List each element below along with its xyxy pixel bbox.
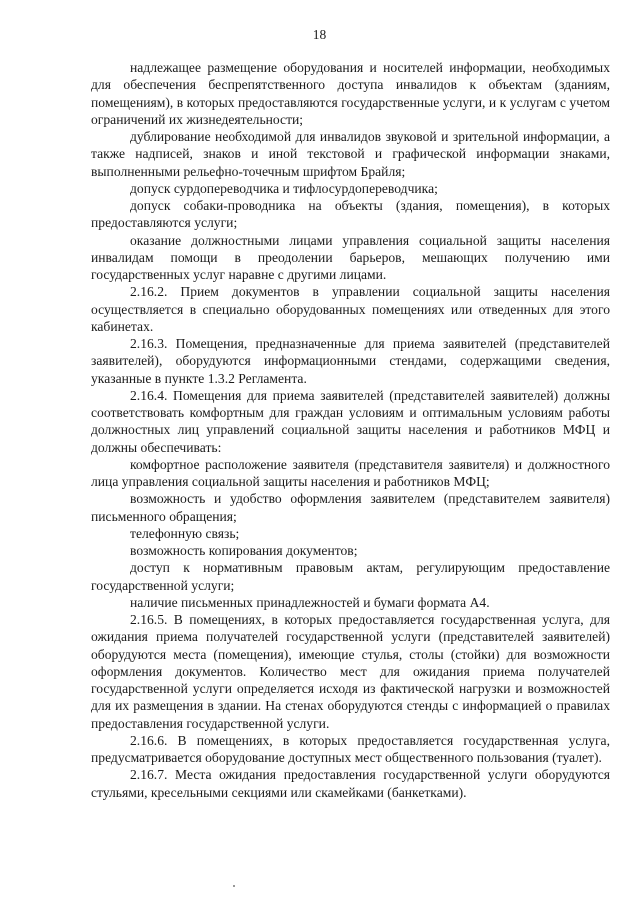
paragraph-stationery: наличие письменных принадлежностей и бумаги формата А4.	[130, 594, 490, 610]
paragraph-copying: возможность копирования документов;	[130, 543, 358, 558]
paragraph-comfortable-placement: комфортное расположение заявителя (представителя заявителя) и должностного лица управления социальной защиты населения и работников МФЦ;	[91, 456, 610, 489]
paragraph-legal-acts-access: доступ к нормативным правовым актам, регулирующим предоставление государственной услуги;	[91, 560, 610, 593]
document-body	[91, 59, 610, 801]
paragraph-2-16-5: 2.16.5. В помещениях, в которых предоставляется государственная услуга, для ожидания приема получателей государственной услуги (представителей заявителей) оборудуются места (помещения), имеющие стулья, столы (стойки) для возможности оформления документов. Количество мест для ожидания приема получателей государственной услуги определяется исходя из фактической нагрузки и возможностей для их размещения в здании. На стенах оборудуются стенды с информацией о правилах предоставления государственной услуги.	[91, 612, 610, 731]
paragraph-equipment-placement: надлежащее размещение оборудования и носителей информации, необходимых для обеспечения беспрепятственного доступа инвалидов к объектам (зданиям, помещениям), в которых предоставляются государственные услуги, и к услугам с учетом ограничений их жизнедеятельности;	[91, 60, 610, 127]
paragraph-2-16-3: 2.16.3. Помещения, предназначенные для приема заявителей (представителей заявителей), оборудуются информационными стендами, содержащими сведения, указанные в пункте 1.3.2 Регламента.	[91, 336, 610, 386]
paragraph-telephone: телефонную связь;	[130, 525, 240, 541]
paragraph-sign-interpreter: допуск сурдопереводчика и тифлосурдопереводчика;	[130, 180, 438, 196]
paragraph-written-request: возможность и удобство оформления заявителем (представителем заявителя) письменного обращения;	[91, 491, 610, 524]
paragraph-2-16-4: 2.16.4. Помещения для приема заявителей (представителей заявителей) должны соответствовать комфортным для граждан условиям и оптимальным условиям работы должностных лиц управлений социальной защиты населения и работников МФЦ и должны обеспечивать:	[91, 387, 610, 455]
paragraph-2-16-6: 2.16.6. В помещениях, в которых предоставляется государственная услуга, предусматривается оборудование доступных мест общественного пользования (туалет).	[91, 732, 610, 765]
paragraph-2-16-2: 2.16.2. Прием документов в управлении социальной защиты населения осуществляется в специально оборудованных помещениях или отведенных для этого кабинетах.	[91, 284, 610, 334]
paragraph-guide-dog: допуск собаки-проводника на объекты (здания, помещения), в которых предоставляются услуги;	[91, 198, 610, 231]
paragraph-official-assistance: оказание должностными лицами управления социальной защиты населения инвалидам помощи в преодолении барьеров, мешающих получению ими государственных услуг наравне с другими лицами.	[91, 232, 610, 282]
paragraph-braille-duplication: дублирование необходимой для инвалидов звуковой и зрительной информации, а также надписей, знаков и иной текстовой и графической информации знаками, выполненными рельефно-точечным шрифтом Брайля;	[91, 129, 610, 179]
scan-speck	[233, 885, 235, 887]
page-number: 18	[312, 27, 327, 42]
paragraph-2-16-7: 2.16.7. Места ожидания предоставления государственной услуги оборудуются стульями, кресельными секциями или скамейками (банкетками).	[91, 767, 610, 800]
